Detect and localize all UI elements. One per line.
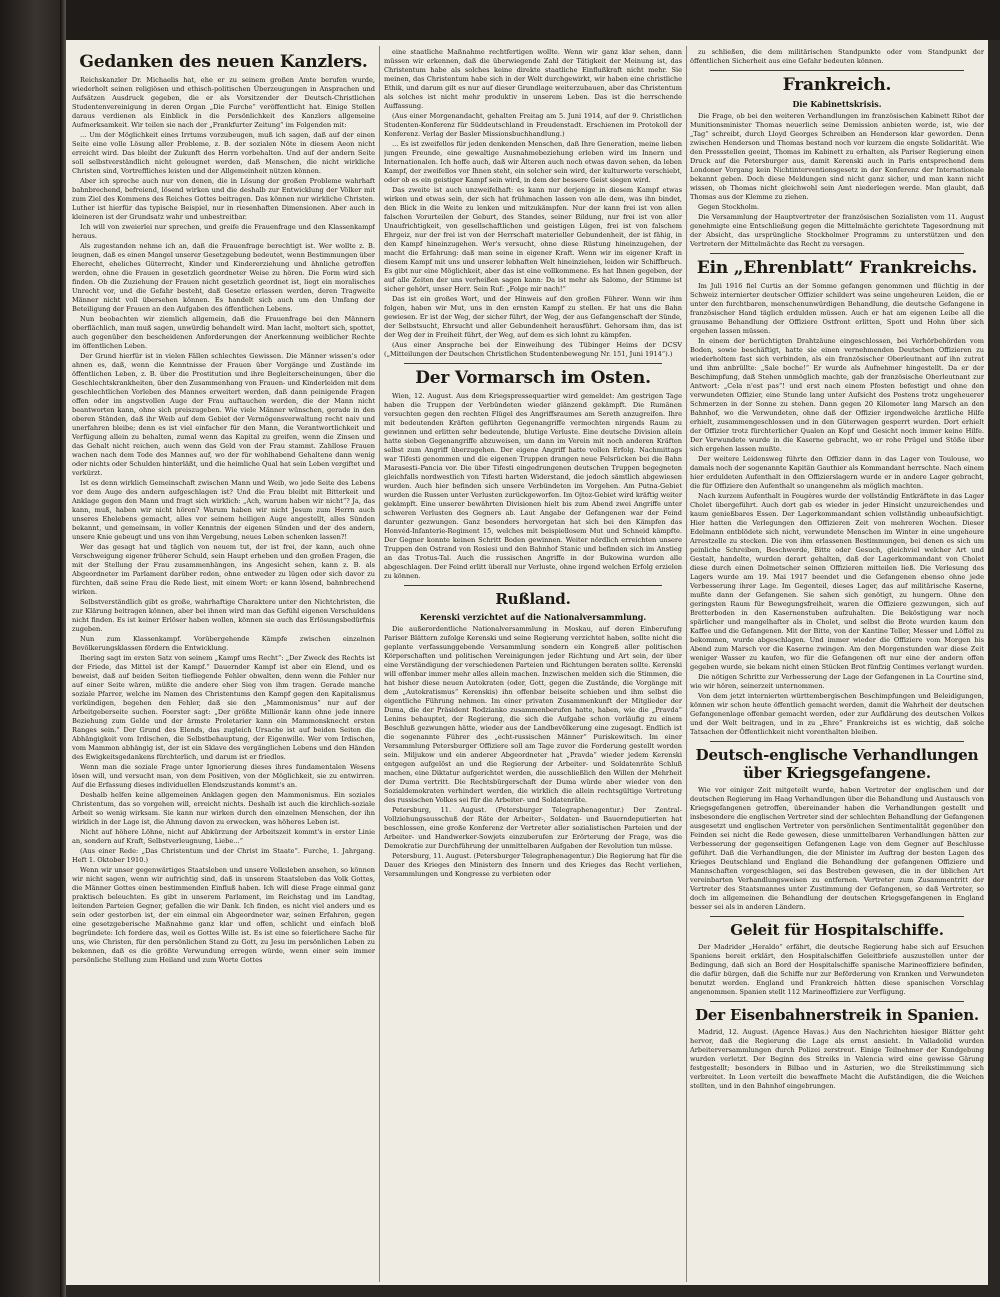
article-hospitalschiffe bbox=[690, 943, 984, 997]
paragraph: Die Frage, ob bei den weiteren Verhandlungen im französischen Kabinett Ribot der Munitionsminister Thomas neuerlich seine Demission anbieten werde, ist, wie der „Tag“ schreibt, durch Lloyd Georges Schreiben an Henderson klar geworden. Denn zwischen Henderson und Thomas bestand noch vor kurzem die engste Solidarität. Wie den Pressstellen geeint, Thomas im Kabinett zu erhalten, als Pariser Regierung einen Druck auf die Petersburger aus, damit Kerenski auch in Paris entsprechend dem Londoner Vorgang kein Nichtinterventionsgesetz in der Konferenz der Internationale bekannt geben. Doch diese Meldungen sind nicht ganz sicher, und man kann nicht wissen, ob Thomas nicht gleichwohl sein Amt niederlegen werde. Man glaubt, daß Thomas aus der Klemme zu ziehen. bbox=[690, 112, 984, 201]
divider bbox=[710, 253, 964, 254]
article-gedanken bbox=[72, 76, 375, 965]
divider bbox=[710, 741, 964, 742]
paragraph: Der Grund hierfür ist in vielen Fällen schlechtes Gewissen. Die Männer wissen's oder ahnen es, daß, wenn die Kenntnisse der Frauen über Vorgänge und Zustände im öffentlichen Leben, z. B. über die Prostitution und ihre Begleiterscheinungen, über die Geschlechtskrankheiten, über den Zusammenhang von Frauen- und Kinderleiden mit dem geschlechtlichen Vorleben des Mannes erweitert werden, daß dann peinigende Fragen offen oder im angstvollen Auge der Frau auftauchen werden, die der Mann nicht beantworten kann, ohne sich preiszugeben. Wie viele Männer wünschen, gerade in den oberen Ständen, daß ihr Weib auf dem Gebiet der Vermögensverwaltung recht naiv und unerfahren bleibe; denn es ist viel einfacher für den Mann, die Verantwortlichkeit und Verfügung allein zu behalten, zumal wenn das Kapital zu greifen, wenn die Zinsen und das Gehalt nicht reichen, auch wenn das Geld von der Frau stammt. Zahllose Frauen wachen nach dem Tode des Mannes auf, wo der für wohlhabend Gehaltene dann wenig oder nichts oder Schulden hinterläßt, und die heimliche Qual hat sein Leben vergiftet und verkürzt. bbox=[72, 352, 375, 477]
paragraph: Wer das gesagt hat und täglich von neuem tut, der ist frei, der kann, auch ohne Verschweigung eigener früherer Schuld, sein Haupt erheben und den großen Fragen, die mit der Stellung der Frau zusammenhängen, ins Angesicht sehen, kann z. B. als Abgeordneter im Parlament darüber reden, ohne entweder zu lügen oder sich davor zu fürchten, daß seine Frau die Rede liest, mit einem Wort: er kann lösend, bahnbrechend wirken. bbox=[72, 543, 375, 596]
headline-hospitalschiffe: Geleit für Hospitalschiffe. bbox=[730, 921, 944, 939]
paragraph: Die nötigen Schritte zur Verbesserung der Lage der Gefangenen in La Courtine sind, wie wir hören, seinerzeit unternommen. bbox=[690, 673, 984, 690]
article-russland bbox=[384, 625, 682, 879]
paragraph: Selbstverständlich gibt es große, wahrhaftige Charaktere unter den Nichtchristen, die zur Klärung beitragen können, aber bei ihnen wird man das Gefühl eigenen Verschuldens nicht finden. Es ist keiner Erlöser haben wollen, können sie auch das Erlösungsbedürfnis zugeben. bbox=[72, 598, 375, 633]
paragraph: Ist es denn wirklich Gemeinschaft zwischen Mann und Weib, wo jede Seite des Lebens vor dem Auge des andern aufgeschlagen ist? Und die Frau bleibt mit Bitterkeit und Anklage gegen den Mann und fragt sich wirklich: „Ach, warum haben wir nicht“? Ja, das kann, muß, haben wir nicht hören? Warum haben wir nicht Jesum zum Herrn auch unseres Ehelebens gemacht, alles vor seinem heiligen Auge angestellt, alles Sünden bekannt, und gemeinsam, in voller Kenntnis der eigenen Sünden und der des andern, unsere Knie gebeugt und uns von ihm Vergebung, neues Leben schenken lassen?! bbox=[72, 479, 375, 541]
subheadline-kabinettskrisis: Die Kabinettskrisis. bbox=[792, 99, 882, 109]
paragraph: Reichskanzler Dr. Michaelis hat, ehe er zu seinem großen Amte berufen wurde, wiederholt seinen religiösen und ethisch-politischen Überzeugungen in Ansprachen und Aufsätzen Ausdruck gegeben, die er als Vorsitzender der Deutsch-Christlichen Studentenvereinigung in deren Organ „Die Furche“ veröffentlicht hat. Einige Stellen daraus verdienen als Einblick in die Persönlichkeit des Kanzlers allgemeine Aufmerksamkeit. Wir teilen sie nach der „Frankfurter Zeitung“ im Folgenden mit: bbox=[72, 76, 375, 129]
paragraph: Der weitere Leidensweg führte den Offizier dann in das Lager von Toulouse, wo damals noch der sogenannte Kapitän Gauthier als Kommandant herrschte. Nach einem hier erduldeten Aufenthalt in den Offizierslagern wurde er in andere Lager gebracht, die für Offiziere den Aufenthalt so unangenehm als möglich machten. bbox=[690, 455, 984, 490]
top-margin bbox=[66, 0, 1000, 40]
paragraph: zu schließen, die dem militärischen Standpunkte oder vom Standpunkt der öffentlichen Sicherheit aus eine Gefahr bedeuten können. bbox=[690, 48, 984, 65]
paragraph: Das ist ein großes Wort, und der Hinweis auf den großen Führer. Wenn wir ihm folgen, haben wir Mut, uns in den ernsten Kampf zu stellen. Er hat uns die Bahn gewiesen. Er ist der Weg, der sicher führt, der Weg, der aus Gefangenschaft der Sünde, der Selbstsucht, Ehrsucht und aller Gebundenheit herausführt. Gehorsam ihm, das ist der Weg der in Freiheit führt, der Weg, auf dem es sich lohnt zu kämpfen. bbox=[384, 295, 682, 339]
paragraph: Von dem jetzt internierten württembergischen Beschimpfungen und Beleidigungen, können wir schon heute öffentlich gemacht werden, damit die Wahrheit der deutschen Gefangenenlage offenbar gemacht werden, oder zur Aufklärung des deutschen Volkes und der Welt beitragen, und in zu „Ehre“ Frankreichs ist es wichtig, daß solche Tatsachen der Öffentlichkeit nicht vorenthalten bleiben. bbox=[690, 692, 984, 736]
paragraph: (Aus einer Morgenandacht, gehalten Freitag am 5. Juni 1914, auf der 9. Christlichen Studenten-Konferenz für Süddeutschland in Freudenstadt. Erschienen im Protokoll der Konferenz. Verlag der Basler Missionsbuchhandlung.) bbox=[384, 112, 682, 138]
divider bbox=[404, 585, 662, 586]
paragraph: Ich will von zweierlei nur sprechen, und greife die Frauenfrage und den Klassenkampf heraus. bbox=[72, 223, 375, 240]
column-rule bbox=[686, 46, 687, 1282]
divider bbox=[404, 363, 662, 364]
paragraph: eine staatliche Maßnahme rechtfertigen wollte. Wenn wir ganz klar sehen, dann müssen wir erkennen, daß die überwiegende Zahl der Tätigkeit der Meinung ist, das Christentum habe als solches keine direkte staatliche Einflußkraft nicht mehr. Sie meinen, das Christentum habe sich in der Welt durchgewirkt, wir haben eine christliche Ethik, und darum gilt es nur auf dieser Grundlage weiterzubauen, aber das Christentum als solches ist nicht mehr produktiv in unserem Leben. Das ist die herrschende Auffassung. bbox=[384, 48, 682, 110]
paragraph: (Aus einer Ansprache bei der Einweihung des Tübinger Heims der DCSV („Mitteilungen der Deutschen Christlichen Studentenbewegung Nr. 151, Juni 1914“).) bbox=[384, 341, 682, 358]
headline-russland: Rußland. bbox=[495, 590, 571, 608]
paragraph: In einem der berüchtigten Drahtzäune eingeschlossen, bei Verhörbehörden vom Boden, sowie beschäftigt, hatte sie einen vernehmenden Deutschen Offizieren zu wiederholtem fast sich verbinden, als ein französischer Oberleutnant auf ihn zutrat und ihm anbrüllte: „Sale boche!“ Er wurde als Aufnehmer hingestellt. Da er der Beschimpfung, daß Stehen unmöglich machte, gab der französische Oberleutnant zur Antwort: „Cela n'est pas“! und erst nach einem Pfosten befestigt und ohne den verwundeten Offizier, eine Stunde lang unter Aufsicht des Postens trotz ungeheuerer Schmerzen in der Sonne zu stehen. Dann gegen 20 Kilometer lang Marsch an den Bahnhof, wo die Verwundeten, ohne daß der Offizier irgendwelche ärztliche Hilfe erhielt, zusammengeschlossen und in den Güterwagen gesperrt wurden. Dort erhielt der Offizier trotz fürchterlicher Qualen an Kopf und Gesicht noch immer keine Hilfe. Der Verwundete wurde in die Kaserne gebracht, wo er rohe Prügel und Stöße über sich ergehen lassen mußte. bbox=[690, 337, 984, 453]
article-frankreich bbox=[690, 112, 984, 249]
paragraph: Petersburg, 11. August. (Petersburger Telegraphenagentur.) Die Regierung hat für die Dauer des Krieges den Ministern des Innern und des Krieges das Recht verliehen, Versammlungen und Kongresse zu verbieten oder bbox=[384, 852, 682, 878]
column-rule bbox=[379, 46, 380, 1282]
column-1 bbox=[72, 48, 375, 1280]
paragraph: Nun beobachten wir ziemlich allgemein, daß die Frauenfrage bei den Männern oberflächlich, man muß sagen, unwürdig behandelt wird. Man lacht, moltert sich, spottet, auch gegenüber den bescheidenen Anforderungen der Anerkennung weiblicher Rechte im öffentlichen Leben. bbox=[72, 315, 375, 350]
headline-eisenbahnerstreik: Der Eisenbahnerstreik in Spanien. bbox=[695, 1006, 979, 1024]
divider bbox=[710, 70, 964, 71]
divider bbox=[710, 916, 964, 917]
column-3 bbox=[690, 48, 984, 1280]
newspaper-page bbox=[66, 40, 988, 1285]
paragraph: Madrid, 12. August. (Agence Havas.) Aus den Nachrichten hiesiger Blätter geht hervor, daß die Regierung die Lage als ernst ansieht. In Valladolid wurden Arbeiterversammlungen durch Polizei zerstreut. Einige Teilnehmer der Kundgebung wurden verletzt. Der Beginn des Streiks in Valencia wird eine gewisse Gärung festgestellt; besonders in Bilbao und in Asturien, wo die Streikstimmung sich verbreitet. In Leon verteilt die bewaffnete Macht die Aufständigen, die die Weichen stellten, und in den Bahnhof eingebrungen. bbox=[690, 1028, 984, 1090]
paragraph: Wie vor einiger Zeit mitgeteilt wurde, haben Vertreter der englischen und der deutschen Regierung im Haag Verhandlungen über die Behandlung und Austausch von Kriegsgefangenen getroffen, übereinander haben die Verhandlungen gestellt und insbesondere die englischen Vertreter sind der schlechten Behandlung der Gefangenen ausgesetzt und englischen Vertreter von persönlichen Sentimentalität gegenüber den Feinden sei nicht die Rede gewesen, diese unmittelbaren Verhandlungen hätten zur Verbesserung der gegenseitigen Gefangenen Lage von dem Gegner auf Beschlusse geführt. Daß die Verhandlungen, die der Minister im Auftrag der besten Lagen des Krieges Deutschland und England die Behandlung der gefangenen Offiziere und Mannschaften vorgeschlagen, sei das Bestreben gewesen, die in der üblichen Art vereinbarten Verhandlungsweisen zu entfernen. Vertreter zum Zusammentritt der Vertreter des Staatsmannes unter Zustimmung der Gefangenen, so daß Vertreter, so doch im allgemeinen die Behandlung der deutschen Kriegsgefangenen in England besser sei als in anderen Ländern. bbox=[690, 786, 984, 911]
paragraph: Wenn wir unser gegenwärtiges Staatsleben und unsere Volksleben ansehen, so können wir nicht sagen, wenn wir aufrichtig sind, daß in unserem Staatsleben das Volk Gottes, die Männer Gottes einen bestimmenden Einfluß haben. Ich will diese Frage einmal ganz praktisch beleuchten. Es gibt in unserem Parlament, im Reichstag und im Landtag, leitenden Parteien Gegner, gefallen die wir Dank. Ich finden, es nicht viel anders und es sein oder gestorben ist, der ein einmal ein Abgeordneter war, seinen Erfahren, gegen eine gesetzgeberische Maßnahme ganz klar und offen, schlicht und einfach bloß begründete: Ich fordere das, weil es Gottes Wille ist. Es ist eine so feierlichere Sache für uns, wie Christen, für den persönlichen Stand zu Gott, zu Jesu im persönlichen Leben zu bekennen, daß es die größte Verwundung erregen würde, wenn einer sein immer persönliche Stellung zum Heiland und zum Worte Gottes bbox=[72, 866, 375, 964]
article-ehrenblatt bbox=[690, 282, 984, 737]
paragraph: Die Versammlung der Hauptvertreter der französischen Sozialisten vom 11. August genehmigte eine Entschließung gegen die Mittelmächte gerichtete Tagesordnung mit der Absicht, das ursprüngliche Stockholmer Programm zu unterstützen und den Vertretern der Mittelmächte das Recht zu versagen. bbox=[690, 213, 984, 248]
subheadline-kerenski: Kerenski verzichtet auf die Nationalversammlung. bbox=[419, 612, 647, 622]
divider bbox=[710, 1001, 964, 1002]
paragraph: Petersburg, 11. August. (Petersburger Telegraphenagentur.) Der Zentral-Vollziehungsausschuß der Räte der Arbeiter-, Soldaten- und Bauerndeputierten hat beschlossen, eine große Konferenz der Vertreter aller sozialistischen Parteien und der Arbeiter- und Handwerker-Sowjets einzuberufen zur Erörterung der Frage, was die Demokratie zur Durchführung der unmittelbaren Aufgaben der Revolution tun müsse. bbox=[384, 806, 682, 850]
article-gedanken-continued bbox=[384, 48, 682, 359]
headline-frankreich: Frankreich. bbox=[782, 75, 892, 95]
paragraph: Nun zum Klassenkampf. Vorübergehende Kämpfe zwischen einzelnen Bevölkerungsklassen fördern die Entwicklung. bbox=[72, 635, 375, 652]
paragraph: Als zugestanden nehme ich an, daß die Frauenfrage berechtigt ist. Wer wollte z. B. leugnen, daß es einen Mangel unserer Gesetzgebung bedeutet, wenn Bestimmungen über Eherecht, eheliches Güterrecht, Kinder und Kindererziehung und ähnliche getroffen werden, ohne die Frauen in gesetzlich geordneter Weise zu hören. Die Form wird sich finden. Ob die Zuziehung der Frauen nicht gesetzlich geordnet ist, liegt ein moralisches Unrecht vor, und die Gefahr besteht, daß Gesetze erlassen werden, deren Tragweite Männer nicht voll übersehen können. Es handelt sich auch um den Umfang der Beteiligung der Frauen an den Aufgaben des öffentlichen Lebens. bbox=[72, 242, 375, 313]
paragraph: ... Um der Möglichkeit eines Irrtums vorzubeugen, muß ich sagen, daß auf der einen Seite eine volle Lösung aller Probleme, z. B. der sozialen Nöte in diesem Aeon nicht erreicht wird. Das bleibt der Zukunft des Herrn vorbehalten. Und auf der andern Seite soll selbstverständlich nicht geleugnet werden, daß Menschen, die nicht wirkliche Christen sind, Vortreffliches leisten und der Allgemeinheit nützen können. bbox=[72, 131, 375, 175]
paragraph: Ibering sagt im ersten Satz von seinem „Kampf ums Recht“: „Der Zweck des Rechts ist der Friede, das Mittel ist der Kampf.“ Dauernder Kampf ist aber ein Elend, und es beweist, daß auf beiden Seiten tiefliegende Fehler obwalten, denn wenn die Fehler nur auf einer Seite wären, müßte die andere eher Sieg von ihm tragen. Gerade manche soziale Pfarrer, welche im Namen des Christentums den Kampf gegen den Kapitalismus verkündigen, begehen den Fehler, daß sie den „Mammonismus“ nur auf der Arbeitgeberseite suchen. Foerster sagt: „Der größte Millionär kann ohne jede innere Beziehung zum Gelde und der ärmste Proletarier kann ein Mammonsknecht ersten Ranges sein.“ Der Grund des Elends, das zugleich Ursache ist auf beiden Seiten die Abhängigkeit vom Irdischen, die Selbstbehauptung, der Eigenwille. Wer vom Irdischen, vom Mammon abhängig ist, der ist ein Sklave des vergänglichen Lebens und den Händen des Ewigkeitsgedankens fürchterlich, und darum ist er friedlos. bbox=[72, 654, 375, 761]
paragraph: Im Juli 1916 fiel Curtis an der Somme gefangen genommen und flüchtig in der Schweiz internierter deutscher Offizier schildert was seine ungeheuren Leiden, die er unter den furchtbaren, menschenunwürdigen Behandlung, die deutsche Gefangene in französischer Hand täglich erdulden müssen. Auch er hat am eigenen Leibe all die grausame Behandlung der Offiziere Ostfront erlitten, Spott und Hohn über sich ergehen lassen müssen. bbox=[690, 282, 984, 335]
headline-gedanken: Gedanken des neuen Kanzlers. bbox=[79, 52, 368, 72]
paragraph: Gegen Stockholm. bbox=[698, 203, 760, 211]
paragraph: Das zweite ist auch unzweifelhaft: es kann nur derjenige in diesem Kampf etwas wirken und etwas sein, der sich hat frühmachen lassen von alle dem, was ihn bindet, den Blick in die Weite zu lenken und mitzukämpfen. Nur der kann frei ist von allen falschen Vorurteilen der Geburt, des Standes, seiner Bildung, nur frei ist von aller Unaufrichtigkeit, von gesellschaftlichen und geistigen Lügen, frei ist von falschem Ehrgeiz, nur der frei ist von der Herrschaft materieller Gebundenheit, der ist fähig, in den Kampf hineinzugehen. Wer's versucht, ohne diese Rüstung hineinzugehen, der macht die Erfahrung: daß man seine in eigener Kraft. Wenn wir im eigener Kraft in diesem Kampf mit uns und unserer lebhaften Welt hineinziehen, leiden wir Schiffbruch. Es gibt nur eine Möglichkeit, aber das ist eine vollkommene. Es hat Ihnen gegeben, der auf alle Zeiten der uns verheißen sagen kann: Da ist mehr als Salomo, der Stimme ist sicher gehört, unser Herr. Sein Ruf: „Folge mir nach!“ bbox=[384, 186, 682, 293]
article-deutsch-englische bbox=[690, 786, 984, 912]
paragraph: Nach kurzem Aufenthalt in Fougères wurde der vollständig Entkräftete in das Lager Cholet übergeführt. Auch dort gab es wieder in jeder Hinsicht unzureichendes und kaum genießbares Essen. Der Lagerkommandant schien vollständig unbeaufsichtigt. Hier hatten die Verlegungen den Offizieren Zeit von mehreren Wochen. Dieser Edelmann entblödete sich nicht, verwundete Menschen im Winter in eine ungeheure Arrestzelle zu stecken. Die von ihm erlassenen Bestimmungen, bei denen es sich um peinliche Schreiben, Beschwerde, Bitte oder Gesuch, gleichviel welcher Art und Gestalt, handelte, wurden derart gehalten, daß der Lagerkommandant von Cholet diese durch einen Dolmetscher seinen Offizieren mitteilen ließ. Die Verlesung des Lagers wurde am 19. Mai 1917 beendet und die Gefangenen ebenso ohne jede Verbesserung ihrer Lage. Im Gegenteil, dieses Lager, das auf militärische Kaserne, mußte dann der Gefangenen. Sie sahen sich genötigt, zu hungern. Ohne den geringsten Raum für Bewegungsfreiheit, waren die Offiziere gezwungen, sich auf Bretterboden in den Kasernenstuben aufzuhalten. Die Beköstigung war noch spärlicher und mangelhafter als in Cholet, und selbst die Brote wurden kaum den Kaffee und die Gefangenen. Mit der Bitte, von der Kantine Teller, Messer und Löffel zu bekommen, wurde abgeschlagen. Und immer wieder die Offiziere vom Morgen bis Abend zum Marsch vor die Kaserne zwingen. Am den Morgenstunden war diese Zeit weniger Wasser zu kaufen, wo für die Gefangenen oft nur eine der andern offen gegeben wurde, sie bekam nicht einen Stücken Brot fünfzig Centimes verlangt wurden. bbox=[690, 492, 984, 671]
paragraph: Wien, 12. August. Aus dem Kriegspressequartier wird gemeldet: Am gestrigen Tage haben die Truppen der Verbündeten wieder glänzend gekämpft. Die Rumänen versuchten gegen den rechten Flügel des Angriffsraumes am Sereth anzugreifen. Ihre mit bedeutenden Kräften geführten Gegenangriffe vermochten nirgends Raum zu gewinnen und erlitten sehr bedeutende, blutige Verluste. Eine deutsche Division allein hatte sieben Gegenangriffe abzuweisen, um dann im Verein mit noch anderen Kräften selbst zum Angriff überzugehen. Der eigene Angriff hatte vollen Erfolg. Nachmittags war Tifesti genommen und die eigenen Truppen drangen neue Felsrücken bei die Bahn Marasesti–Pancia vor. Die über Tifesti eingedrungenen deutschen Truppen begegneten gleichfalls nordwestlich von Tifesti harten Widerstand, die jedoch sämtlich abgewiesen wurden. Auch hier befinden sich unsere Verbündeten im Vorgehen. Am Putna-Gebiet wurden die Russen unter Verlusten zurückgeworfen. Im Ojtoz-Gebiet wird kräftig weiter gekämpft. Eine unserer bewährten Divisionen hielt bis zum Abend zwei Angriffe unter schweren Verlusten des Gegners ab. Laut Angabe der Gefangenen war der Feind darunter gezwungen. Ganz besonders hervorgetan hat sich bei den Kämpfen das Honvéd-Infanterie-Regiment 15, welches mit beispiellosem Mut und Schneid kämpfte. Der Gegner konnte keinen Schritt Boden gewinnen. Weiter nördlich erreichten unsere Truppen den Ostrand von Rosiesi und den Bahnhof Stanic und befinden sich im Anstieg an das Trotus-Tal. Auch die russischen Angriffe in der Bukowina wurden alle abgeschlagen. Der Feind erlitt überall nur Verluste, ohne irgend welchen Erfolg erzielen zu können. bbox=[384, 392, 682, 580]
paragraph: Nicht auf höhere Löhne, nicht auf Abkürzung der Arbeitszeit kommt's in erster Linie an, sondern auf Kraft, Selbstverleugnung, Liebe...“ bbox=[72, 828, 375, 845]
paragraph: Deshalb helfen keine allgemeinen Anklagen gegen den Mammonismus. Ein soziales Christentum, das so vorgehen will, erreicht nichts. Deshalb ist auch die kirchlich-soziale Arbeit so wenig wirksam. Sie kann nur wirken durch den einzelnen Menschen, der ihn wirklich in der Lage ist, die Ahnung davon zu erwecken, was höheres Leben ist. bbox=[72, 791, 375, 826]
article-russland-continued bbox=[690, 48, 984, 66]
paragraph: Aber ich spreche auch nur von denen, die in Lösung der großen Probleme wahrhaft bahnbrechend, befreiend, lösend wirken und die deshalb zur Entwicklung der Völker mit zum Ziel des Kommens des Reiches Gottes beitragen. Das können nur wirkliche Christen. Luther ist hierfür das typische Beispiel, nur in riesenhaften Dimensionen. Aber auch in kleineren ist der Grundsatz wahr und unbestreitbar. bbox=[72, 177, 375, 221]
paragraph: ... Es ist zweifellos für jeden denkenden Menschen, daß Ihre Generation, meine lieben jungen Freunde, eine gewaltige Ausnahmebeziehung erleben wird im Innern und Internationalen. Ich hoffe auch, daß wir Älteren auch noch etwas davon sehen, da leben Kampf, der zweifellos vor Ihnen steht, ein solcher sein wird, der kulturwerte verschiebt, oder ob es ein geistiger Kampf sein wird, in dem der bessere Geist siegen wird. bbox=[384, 140, 682, 184]
headline-ehrenblatt: Ein „Ehrenblatt“ Frankreichs. bbox=[696, 258, 978, 278]
headline-vormarsch: Der Vormarsch im Osten. bbox=[415, 368, 651, 388]
paragraph: Wenn man die soziale Frage unter Ignorierung dieses ihres fundamentalen Wesens lösen will, und versucht man, von dem Positiven, von der Möglichkeit, sie zu entwirren. Auf die Erfassung dieses individuellen Elendszustands kommt's an. bbox=[72, 763, 375, 789]
book-spine bbox=[0, 0, 66, 1297]
article-eisenbahnerstreik bbox=[690, 1028, 984, 1091]
paragraph: Die außerordentliche Nationalversammlung in Moskau, auf deren Einberufung Pariser Blättern zufolge Kerenski und seine Regierung verzichtet haben, sollte nicht die geplante verfassunggebende Versammlung sondern ein Kongreß aller politischen Körperschaften und politischen Vereinigungen jeder Richtung und Art sein, der über eine Verständigung der verschiedenen Parteien und Richtungen beraten sollte. Kerenski will offenbar immer mehr alles allein machen. Inzwischen melden sich die Stimmen, die hat bisher diese neuen Autokraten (oder, Gott, gegen die Zustände, die Vorgänge mit dem „Autokratismus“ Kerenskis) ihn offenbar beiseite schieben und ihm selbst die eigentliche Führung nehmen. Im einer privaten Zusammenkunft der Mitglieder der Duma, die der Präsident Rodzianko zusammenberufen hatte, haben, wie die „Pravda“ Lenins behauptet, der Regierung, die sich die Aufgabe schon vorläufig zu einem Beschluß gezwungen hätte, wieder aus der Landbevölkerung eine zugesagt. Endlich ist die sogenannte Führer des „echt-russischen Männer“ Puriskewitsch. Im einer Versammlung Petersburger Offiziere soll am Tage zuvor die Forderung gestellt worden sein. Miljukow und ein anderer Abgeordneter hat „Pravda“ wieder jedem Kerenski entgegen aufgelöst an und die Regierung der Arbeiter- und Soldatenräte Schluß machen, eine Diktatur aufgerichtet werden, die ausschließlich den Willen der Mehrheit der Duma vertritt. Die Rechtsbürgerschaft der Duma würde aber wieder von den Sozialdemokraten verhindert werden, die wirklich die allein rechtsgültige Vertretung des russischen Volkes sei für die Arbeiter- und Soldatenräte. bbox=[384, 625, 682, 804]
column-2 bbox=[384, 48, 682, 1280]
paragraph: (Aus einer Rede: „Das Christentum und der Christ im Staate“. Furche, 1. Jahrgang. Heft 1. Oktober 1910.) bbox=[72, 847, 375, 864]
paragraph: Der Madrider „Heraldo“ erfährt, die deutsche Regierung habe sich auf Ersuchen Spaniens bereit erklärt, den Hospitalschiffen Geleitbriefe auszustellen unter der Bedingung, daß sich an Bord der Hospitalschiffe spanische Marineoffiziere befinden, die dafür bürgen, daß die Schiffe nur zur Beförderung von Kranken und Verwundeten benutzt werden. England und Frankreich hätten diese spanischen Vorschlag angenommen. Spanien stellt 112 Marineoffiziere zur Verfügung. bbox=[690, 943, 984, 996]
headline-deutsch-englische: Deutsch-englische Verhandlungen über Kriegsgefangene. bbox=[695, 746, 979, 782]
article-vormarsch bbox=[384, 392, 682, 581]
